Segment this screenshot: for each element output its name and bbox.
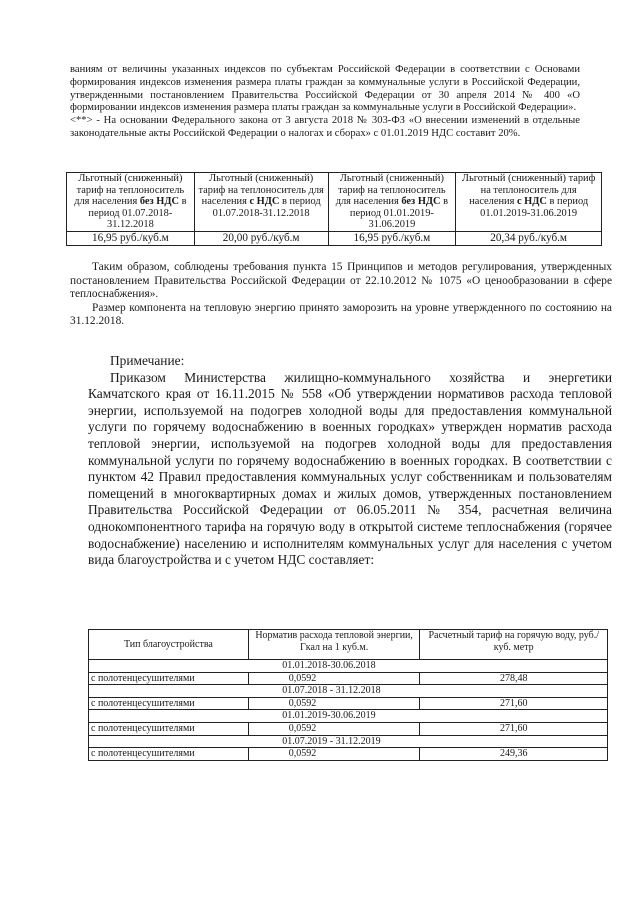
tariff-header-row: [67, 173, 602, 232]
hw-norm: 0,0592: [248, 722, 420, 735]
hw-header-norm: Норматив расхода тепловой энергии, Гкал на 1 куб.м.: [248, 630, 420, 660]
hw-data-row: [89, 722, 608, 735]
hw-data-row: [89, 697, 608, 710]
hw-data-row: [89, 748, 608, 761]
tariff-value: 20,00 руб./куб.м: [194, 231, 328, 245]
hw-tariff: 271,60: [420, 722, 608, 735]
hot-water-table: [88, 629, 608, 761]
tariff-header-2: Льготный (сниженный) тариф на теплоноситель для населения без НДС в период 01.01.2019-31.06.2019: [328, 173, 456, 232]
hw-norm: 0,0592: [248, 672, 420, 685]
hw-norm: 0,0592: [248, 748, 420, 761]
hw-norm: 0,0592: [248, 697, 420, 710]
hw-header-type: Тип благоустройства: [89, 630, 249, 660]
tariff-value: 16,95 руб./куб.м: [328, 231, 456, 245]
top-paragraph-2: <**> - На основании Федерального закона от 3 августа 2018 № 303-ФЗ «О внесении изменений в отдельные законодательные акты Российской Федерации о налогах и сборах» с 01.01.2019 НДС составит 20%.: [70, 115, 580, 139]
hw-period: 01.01.2019-30.06.2019: [248, 710, 607, 723]
top-paragraph-1: ваниям от величины указанных индексов по субъектам Российской Федерации в соответствии с Основами формирования индексов изменения размера платы граждан за коммунальные услуги в Российской Федерации, утвержденными постановлением Правительства Российской Федерации от 30 апреля 2014 № 400 «О формировании индексов изменения размера платы граждан за коммунальные услуги в Российской Федерации».: [70, 64, 580, 114]
middle-text: [70, 261, 612, 329]
note-section: [88, 353, 612, 569]
hw-tariff: 278,48: [420, 672, 608, 685]
hw-period-row: [89, 735, 608, 748]
hw-type: с полотенцесушителями: [89, 672, 249, 685]
middle-paragraph-2: Размер компонента на тепловую энергию принято заморозить на уровне утвержденного по состоянию на 31.12.2018.: [70, 301, 612, 328]
hw-tariff: 249,36: [420, 748, 608, 761]
hw-period: 01.07.2019 - 31.12.2019: [248, 735, 607, 748]
tariff-header-3: Льготный (сниженный) тариф на теплоноситель для населения с НДС в период 01.01.2019-31.06.2019: [456, 173, 602, 232]
note-body: Приказом Министерства жилищно-коммунального хозяйства и энергетики Камчатского края от 16.11.2015 № 558 «Об утверждении нормативов расхода тепловой энергии, используемой на подогрев холодной воды для предоставления коммунальной услуги по горячему водоснабжению в военных городках» утвержден норматив расхода тепловой энергии, используемой на подогрев холодной воды для предоставления коммунальной услуги по горячему водоснабжению в военных городках. В соответствии с пунктом 42 Правил предоставления коммунальных услуг собственникам и пользователям помещений в многоквартирных домах и жилых домов, утвержденных постановлением Правительства Российской Федерации от 06.05.2011 № 354, расчетная величина однокомпонентного тарифа на горячую воду в открытой системе теплоснабжения (горячее водоснабжение) населению и исполнителям коммунальных услуг для населения с учетом вида благоустройства и с учетом НДС составляет:: [88, 369, 612, 568]
hw-data-row: [89, 672, 608, 685]
tariff-table: [66, 172, 602, 246]
middle-paragraph-1: Таким образом, соблюдены требования пункта 15 Принципов и методов регулирования, утвержденных постановлением Правительства Российской Федерации от 22.10.2012 № 1075 «О ценообразовании в сфере теплоснабжения».: [70, 261, 612, 301]
hw-tariff: 271,60: [420, 697, 608, 710]
tariff-header-1: Льготный (сниженный) тариф на теплоноситель для населения с НДС в период 01.07.2018-31.12.2018: [194, 173, 328, 232]
note-title: Примечание:: [110, 353, 185, 368]
tariff-values-row: [67, 231, 602, 245]
hw-header-tariff: Расчетный тариф на горячую воду, руб./куб. метр: [420, 630, 608, 660]
hw-type: с полотенцесушителями: [89, 722, 249, 735]
hw-type: с полотенцесушителями: [89, 697, 249, 710]
top-text: [70, 64, 580, 141]
hw-period: 01.01.2018-30.06.2018: [248, 660, 607, 673]
tariff-header-0: Льготный (сниженный) тариф на теплоноситель для населения без НДС в период 01.07.2018-31.12.2018: [67, 173, 195, 232]
hw-period-row: [89, 685, 608, 698]
hw-period: 01.07.2018 - 31.12.2018: [248, 685, 607, 698]
hw-period-row: [89, 710, 608, 723]
hw-period-row: [89, 660, 608, 673]
hw-header-row: [89, 630, 608, 660]
tariff-value: 20,34 руб./куб.м: [456, 231, 602, 245]
hw-type: с полотенцесушителями: [89, 748, 249, 761]
tariff-value: 16,95 руб./куб.м: [67, 231, 195, 245]
